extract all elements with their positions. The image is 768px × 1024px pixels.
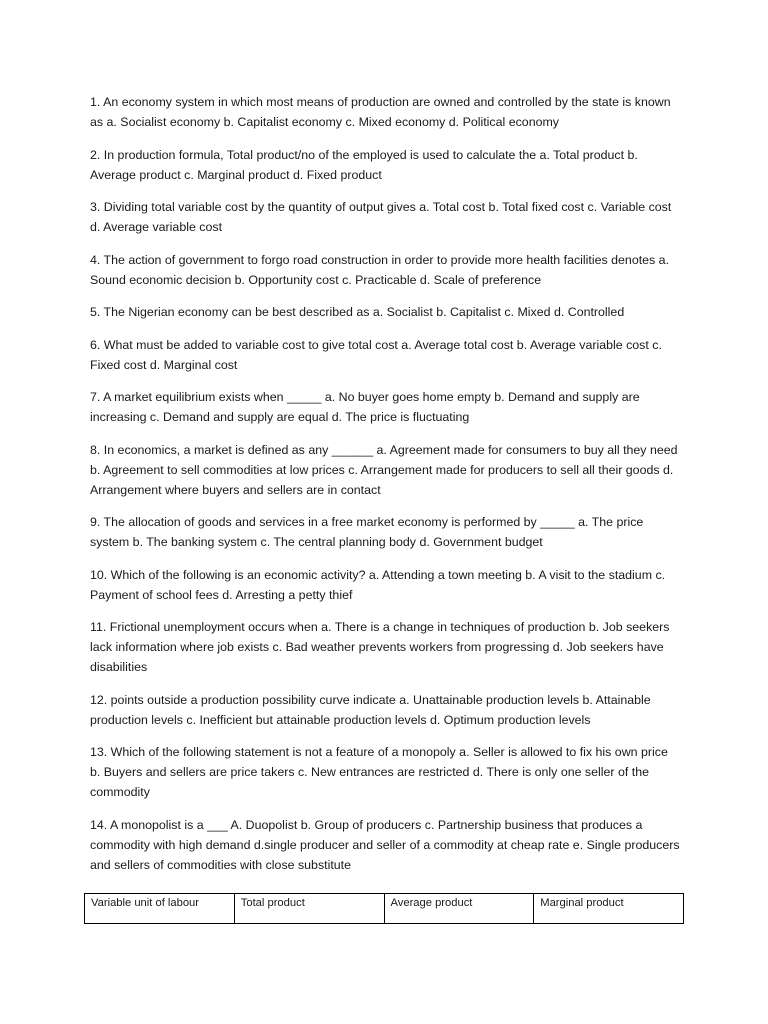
question-11: 11. Frictional unemployment occurs when a. There is a change in techniques of production b. Job seekers lack information where job exists c. Bad weather prevents workers from progressing d. Job seekers have disabilities bbox=[90, 620, 670, 674]
header-variable-unit-of-labour: Variable unit of labour bbox=[85, 894, 235, 924]
production-table bbox=[84, 893, 684, 924]
question-5: 5. The Nigerian economy can be best described as a. Socialist b. Capitalist c. Mixed d. Controlled bbox=[90, 305, 625, 319]
table-header-row bbox=[85, 894, 684, 924]
question-4: 4. The action of government to forgo road construction in order to provide more health facilities denotes a. Sound economic decision b. Opportunity cost c. Practicable d. Scale of preference bbox=[90, 252, 670, 287]
question-14: 14. A monopolist is a ___ A. Duopolist b. Group of producers c. Partnership business that produces a commodity with high demand d.single producer and seller of a commodity at cheap rate e. Single producers and sellers of commodities with close substitute bbox=[90, 817, 680, 872]
header-total-product: Total product bbox=[234, 894, 384, 924]
question-2: 2. In production formula, Total product/no of the employed is used to calculate the a. Total product b. Average product c. Marginal product d. Fixed product bbox=[90, 147, 638, 182]
question-13: 13. Which of the following statement is not a feature of a monopoly a. Seller is allowed to fix his own price b. Buyers and sellers are price takers c. New entrances are restricted d. There is only one seller of the commodity bbox=[90, 745, 668, 799]
question-7: 7. A market equilibrium exists when _____ a. No buyer goes home empty b. Demand and supply are increasing c. Demand and supply are equal d. The price is fluctuating bbox=[90, 390, 640, 424]
question-6: 6. What must be added to variable cost to give total cost a. Average total cost b. Average variable cost c. Fixed cost d. Marginal cost bbox=[90, 337, 662, 372]
question-12: 12. points outside a production possibility curve indicate a. Unattainable production levels b. Attainable production levels c. Inefficient but attainable production levels d. Optimum production levels bbox=[90, 692, 651, 727]
question-8: 8. In economics, a market is defined as any ______ a. Agreement made for consumers to buy all they need b. Agreement to sell commodities at low prices c. Arrangement made for producers to sell all their goods d. Arrangement where buyers and sellers are in contact bbox=[90, 442, 678, 497]
question-list bbox=[90, 92, 680, 887]
production-table-grid bbox=[84, 893, 684, 924]
question-9: 9. The allocation of goods and services in a free market economy is performed by _____ a. The price system b. The banking system c. The central planning body d. Government budget bbox=[90, 515, 644, 549]
question-3: 3. Dividing total variable cost by the quantity of output gives a. Total cost b. Total fixed cost c. Variable cost d. Average variable cost bbox=[90, 200, 672, 234]
question-1: 1. An economy system in which most means of production are owned and controlled by the state is known as a. Socialist economy b. Capitalist economy c. Mixed economy d. Political economy bbox=[90, 95, 671, 129]
question-10: 10. Which of the following is an economic activity? a. Attending a town meeting b. A visit to the stadium c. Payment of school fees d. Arresting a petty thief bbox=[90, 567, 666, 602]
header-marginal-product: Marginal product bbox=[534, 894, 684, 924]
header-average-product: Average product bbox=[384, 894, 534, 924]
